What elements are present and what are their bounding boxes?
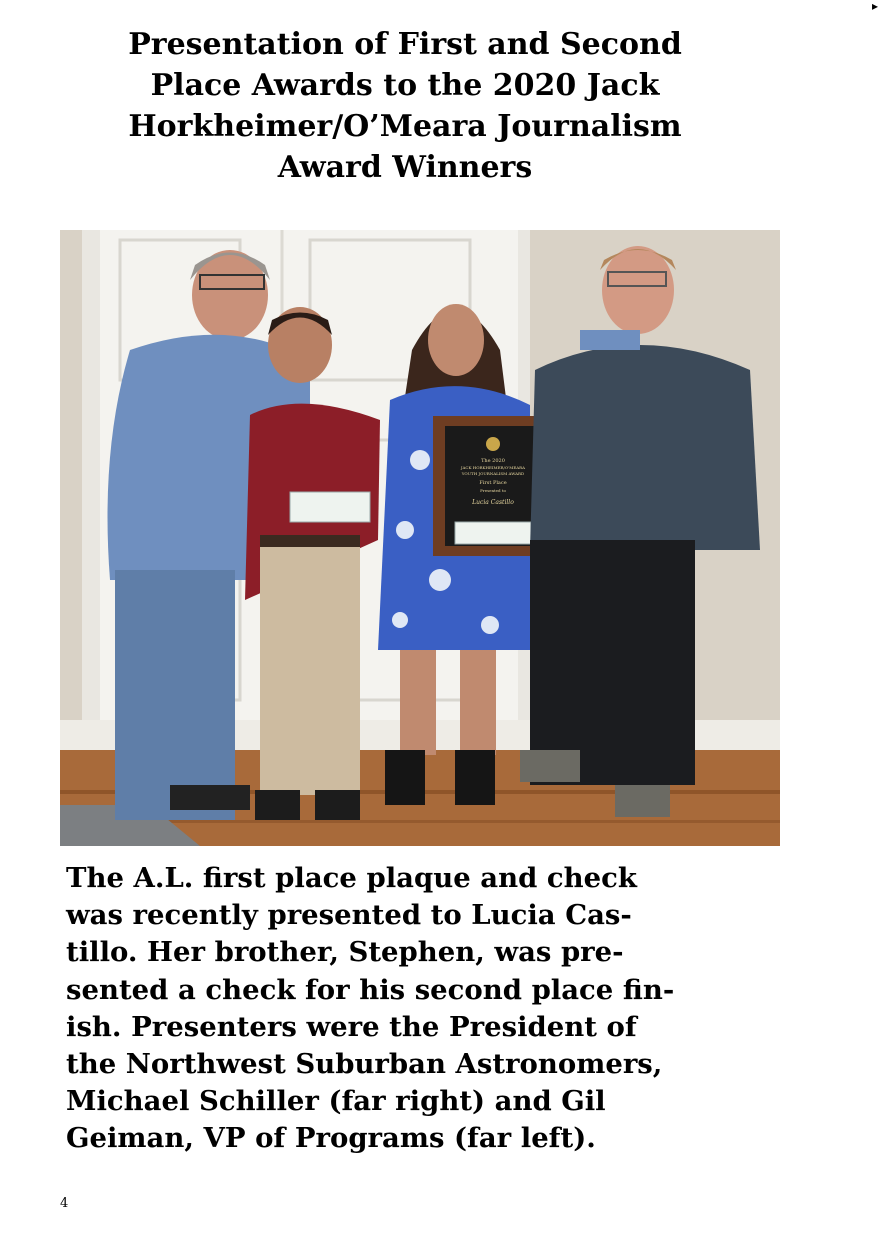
caption-line: ish. Presenters were the President of	[66, 1010, 637, 1043]
title-line: Horkheimer/O’Meara Journalism	[128, 109, 682, 144]
caption-line: the Northwest Suburban Astronomers,	[66, 1048, 663, 1081]
plaque-line: JACK HORKHEIMER/O'MEARA	[460, 465, 526, 470]
plaque-line: Presented to	[480, 488, 506, 493]
photo-caption	[66, 860, 746, 1158]
caption-line: sented a check for his second place fin-	[66, 973, 675, 1006]
plaque-line: The 2020	[481, 458, 505, 464]
caption-line: The A.L. first place plaque and check	[66, 862, 637, 894]
caption-line: Michael Schiller (far right) and Gil	[66, 1085, 606, 1118]
page-number: 4	[60, 1196, 69, 1211]
caption-line: was recently presented to Lucia Cas-	[66, 899, 632, 932]
page-title	[60, 24, 750, 188]
plaque-line: First Place	[479, 480, 507, 486]
plaque-line: YOUTH JOURNALISM AWARD	[461, 471, 525, 476]
caption-line: Geiman, VP of Programs (far left).	[66, 1122, 596, 1155]
plaque-line: Lucia Castillo	[472, 499, 514, 506]
caption-line: tillo. Her brother, Stephen, was pre-	[66, 936, 624, 969]
award-photo	[60, 230, 780, 846]
title-line: Presentation of First and Second	[128, 27, 682, 62]
corner-mark: ▸	[871, 0, 878, 13]
title-line: Award Winners	[277, 150, 533, 185]
title-line: Place Awards to the 2020 Jack	[150, 68, 660, 103]
